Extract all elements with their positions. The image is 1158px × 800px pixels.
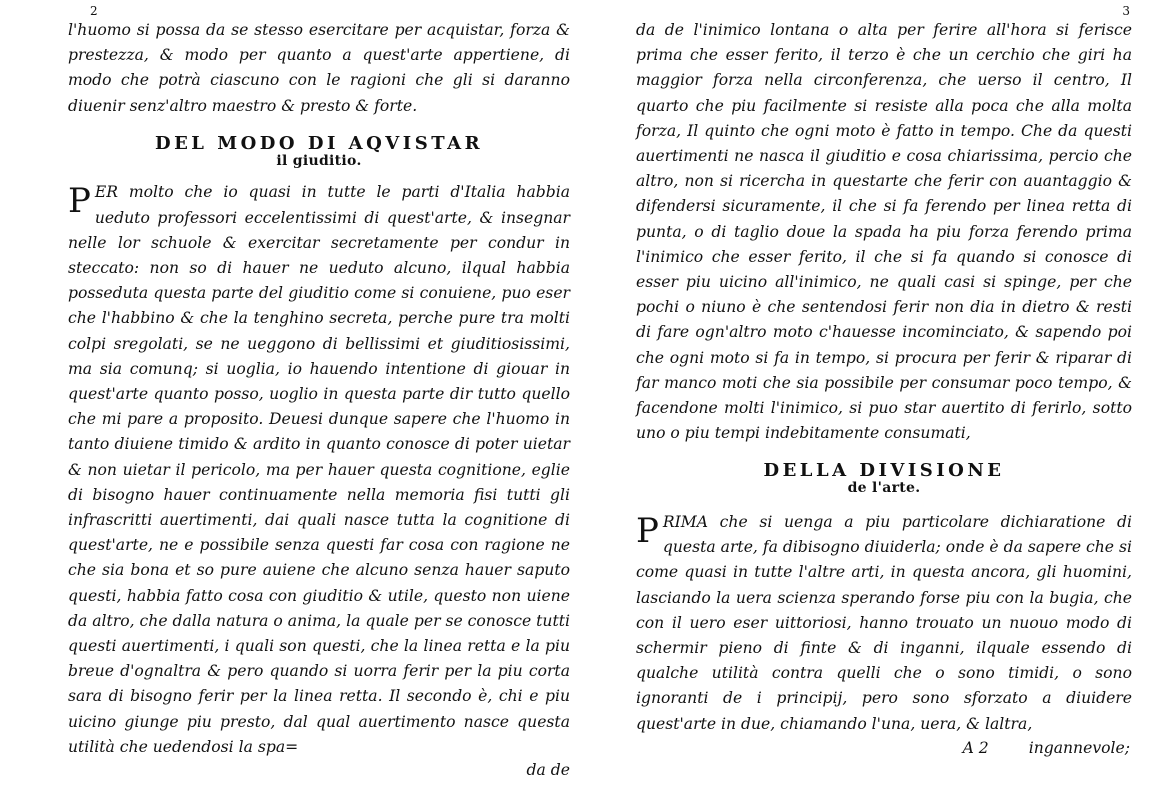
right-paragraph-1: da de l'inimico lontana o alta per ferire all'hora si ferisce prima che esser ferito, il terzo è che un cerchio che giri ha maggior forza nella circonferenza, che uerso il centro, Il quarto che piu facilmente si resiste alla poca che alla molta forza, Il quinto che ogni moto è fatto in tempo. Che da questi auertimenti ne nasca il giuditio e cosa chiarissima, percio che altro, non si ricercha in questarte che ferir con auantaggio & difendersi sicuramente, il che si fa ferendo per linea retta di punta, o di taglio doue la spada ha piu forza ferendo prima l'inimico che esser ferito, il che si fa quando si conosce di esser piu uicino all'inimico, ne quali casi si spinge, per che pochi o niuno è che sentendosi ferir non dia in dietro & resti di fare ogn'altro moto c'hauesse incominciato, & sapendo poi che ogni moto si fa in tempo, si procura per ferir & riparar di far manco moti che sia possibile per consumar poco tempo, & facendone molti l'inimico, si puo star auertito di ferirlo, sotto uno o piu tempi indebitamente consumati, (636, 21, 1132, 443)
right-heading-main: DELLA DIVISIONE (763, 460, 1005, 482)
left-paragraph-1: l'huomo si possa da se stesso esercitare per acquistar, forza & prestezza, & modo per quanto a quest'arte appertiene, di modo che potrà ciascuno con le ragioni che gli si daranno diuenir senz'altro maestro & presto & forte. (68, 21, 570, 115)
right-page (590, 0, 1158, 800)
left-dropcap: P (68, 181, 91, 222)
right-heading-sub: de l'arte. (847, 480, 921, 497)
right-page-number: 3 (1122, 4, 1130, 18)
left-paragraph-2-text: ER molto che io quasi in tutte le parti d'Italia habbia ueduto professori eccelentissimi di quest'arte, & insegnar nelle lor schuole & exercitar secretamente per condur in steccato: non so di hauer ne ueduto alcuno, ilqual habbia posseduta questa parte del giuditio come si conuiene, puo eser che l'habbino & che la tenghino secreta, perche pure tra molti colpi sregolati, se ne ueggono di bellissimi et giuditiosissimi, ma sia comunq; si uoglia, io hauendo intentione di giouar in quest'arte quanto posso, uoglio in questa parte dir tutto quello che mi pare a proposito. Deuesi dunque sapere che l'huomo in tanto diuiene timido & ardito in quanto conosce di poter uietar & non uietar il pericolo, ma per hauer questa cognitione, eglie di bisogno hauer continuamente nella memoria fisi tutti gli infrascritti auertimenti, dai quali nasce tutta la cognitione di quest'arte, ne e possibile senza questi far cosa con ragione ne che sia bona et so pure auiene che alcuno senza hauer saputo questi, habbia fatto cosa con giuditio & utile, questo non uiene da altro, che dalla natura o anima, la quale per se conosce tutti questi auertimenti, i quali son questi, che la linea retta e la piu breue d'ognaltra & pero quando si uorra ferir per la piu corta sara di bisogno ferir per la linea retta. Il secondo è, chi e piu uicino giunge piu presto, dal qual auertimento nasce questa utilità che uedendosi la spa= (68, 183, 570, 756)
left-paragraph-2 (68, 180, 570, 760)
right-catchword: ingannevole; (1028, 738, 1130, 757)
signature-mark: A 2 (962, 738, 989, 757)
right-paragraph-2 (636, 510, 1132, 737)
left-heading (68, 132, 570, 169)
right-footer (636, 737, 1132, 759)
left-heading-main: DEL MODO DI AQVISTAR (154, 132, 484, 154)
left-page-number: 2 (90, 4, 98, 18)
left-catchword: da de (526, 761, 570, 780)
right-dropcap: P (636, 511, 659, 552)
right-paragraph-2-text: RIMA che si uenga a piu particolare dichiaratione di questa arte, fa dibisogno diuiderla; onde è da sapere che si come quasi in tutte l'altre arti, in questa ancora, gli huomini, lasciando la uera scienza sperando forse piu con la bugia, che con il uero eser uittoriosi, hanno trouato un nuouo modo di schermir pieno di finte & di inganni, ilquale essendo di qualche utilità contra quelli che o sono timidi, o sono ignoranti de i principij, pero sono sforzato a diuidere quest'arte in due, chiamando l'una, uera, & laltra, (636, 513, 1132, 733)
left-heading-sub: il giuditio. (276, 152, 362, 169)
right-heading (636, 462, 1132, 496)
